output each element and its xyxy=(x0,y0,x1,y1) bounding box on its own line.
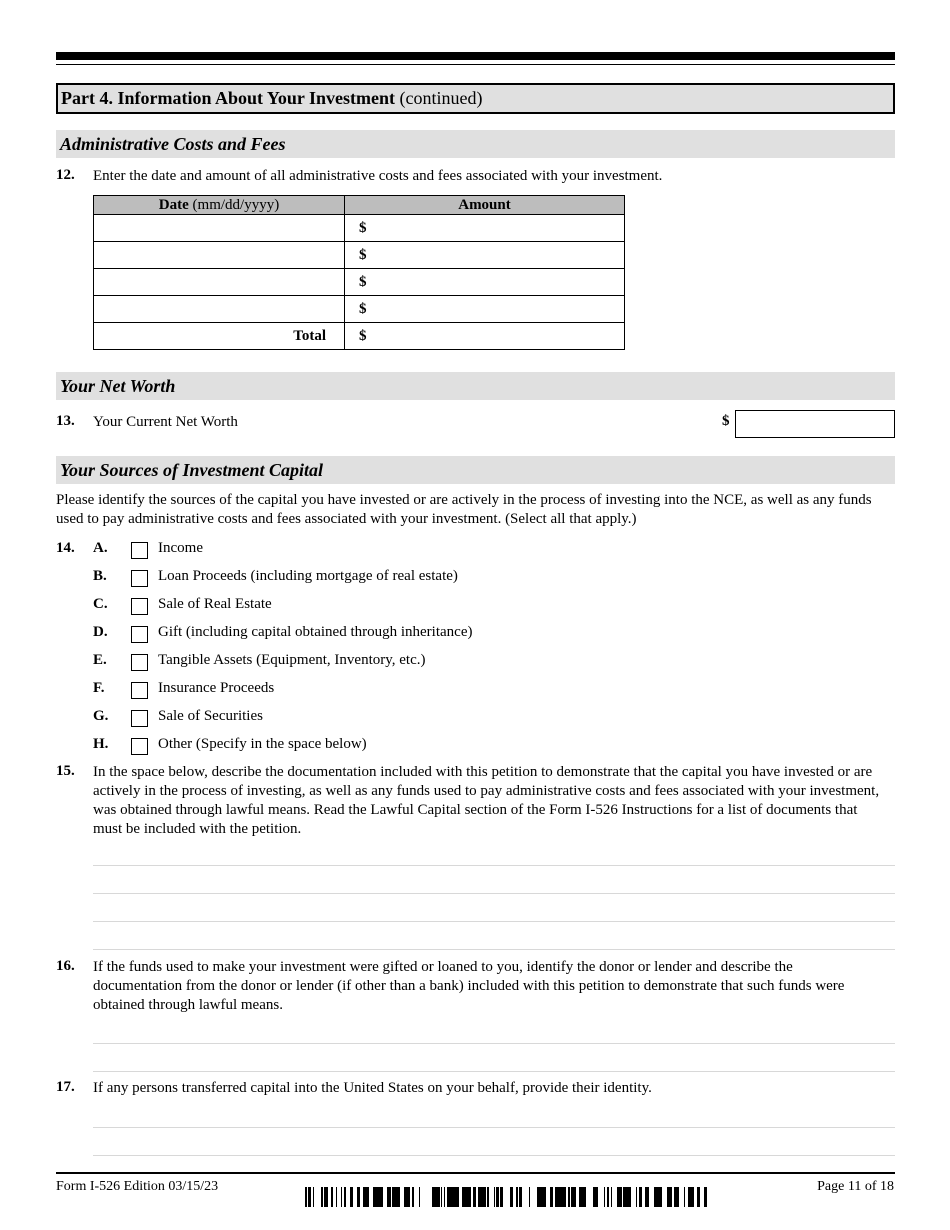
checkbox-other[interactable] xyxy=(131,738,148,755)
part-title: Part 4. Information About Your Investment xyxy=(61,88,396,108)
q13-text: Your Current Net Worth xyxy=(93,414,238,430)
q12-number: 12. xyxy=(56,167,75,183)
amount-input-4[interactable]: $ xyxy=(345,296,625,323)
checkbox-gift[interactable] xyxy=(131,626,148,643)
q13-number: 13. xyxy=(56,413,75,429)
q15-answer-line-3[interactable] xyxy=(93,921,895,922)
section-sources: Your Sources of Investment Capital xyxy=(56,456,895,484)
amount-input-2[interactable]: $ xyxy=(345,242,625,269)
checkbox-tangible-assets[interactable] xyxy=(131,654,148,671)
footer-form-edition: Form I-526 Edition 03/15/23 xyxy=(56,1179,219,1194)
date-input-3[interactable] xyxy=(94,269,345,296)
checkbox-sale-securities[interactable] xyxy=(131,710,148,727)
total-amount-input[interactable]: $ xyxy=(345,323,625,350)
part-header xyxy=(56,83,895,114)
date-input-1[interactable] xyxy=(94,215,345,242)
amount-column-header: Amount xyxy=(345,196,625,215)
q14-number: 14. xyxy=(56,540,75,556)
footer-page-number: Page 11 of 18 xyxy=(817,1179,894,1194)
q12-text: Enter the date and amount of all administrative costs and fees associated with your investment. xyxy=(93,168,663,184)
sources-intro: Please identify the sources of the capital you have invested or are actively in the process of investing into the NCE, as well as any funds used to pay administrative costs and fees associated with your investment. (Select all that apply.) xyxy=(56,492,872,527)
table-row xyxy=(94,269,625,296)
q16-answer-line-1[interactable] xyxy=(93,1043,895,1044)
table-row xyxy=(94,242,625,269)
net-worth-input[interactable] xyxy=(735,410,895,438)
checkbox-income[interactable] xyxy=(131,542,148,559)
total-label: Total xyxy=(94,323,345,350)
q16-answer-line-2[interactable] xyxy=(93,1071,895,1072)
q15-number: 15. xyxy=(56,763,75,779)
checkbox-loan-proceeds[interactable] xyxy=(131,570,148,587)
checkbox-insurance-proceeds[interactable] xyxy=(131,682,148,699)
q17-text: If any persons transferred capital into the United States on your behalf, provide their identity. xyxy=(93,1080,652,1096)
amount-input-3[interactable]: $ xyxy=(345,269,625,296)
admin-fees-table xyxy=(93,195,625,350)
date-input-4[interactable] xyxy=(94,296,345,323)
date-input-2[interactable] xyxy=(94,242,345,269)
top-thin-rule xyxy=(56,64,895,65)
date-column-header: Date (mm/dd/yyyy) xyxy=(94,196,345,215)
amount-input-1[interactable]: $ xyxy=(345,215,625,242)
q15-answer-line-2[interactable] xyxy=(93,893,895,894)
table-row xyxy=(94,215,625,242)
q16-number: 16. xyxy=(56,958,75,974)
top-thick-rule xyxy=(56,52,895,60)
footer-rule xyxy=(56,1172,895,1174)
q15-answer-line-1[interactable] xyxy=(93,865,895,866)
q17-answer-line-1[interactable] xyxy=(93,1127,895,1128)
part-continued: (continued) xyxy=(395,88,483,108)
q17-number: 17. xyxy=(56,1079,75,1095)
checkbox-sale-real-estate[interactable] xyxy=(131,598,148,615)
table-header-row xyxy=(94,196,625,215)
q16-text: If the funds used to make your investment were gifted or loaned to you, identify the donor or lender and describe the documentation from the donor or lender (if other than a bank) included with this petition to demonstrate that such funds were obtained through lawful means. xyxy=(93,959,845,1013)
q15-text: In the space below, describe the documentation included with this petition to demonstrate that the capital you have invested or are actively in the process of investing, as well as any funds used to pay administrative costs and fees associated with your investment, was obtained through lawful means. Read the Lawful Capital section of the Form I-526 Instructions for a list of documents that must be included with the petition. xyxy=(93,764,880,837)
barcode-icon xyxy=(305,1187,710,1207)
q15-answer-line-4[interactable] xyxy=(93,949,895,950)
q17-answer-line-2[interactable] xyxy=(93,1155,895,1156)
section-admin-costs: Administrative Costs and Fees xyxy=(56,130,895,158)
table-row xyxy=(94,296,625,323)
section-net-worth: Your Net Worth xyxy=(56,372,895,400)
table-total-row xyxy=(94,323,625,350)
net-worth-dollar-sign: $ xyxy=(722,413,730,429)
